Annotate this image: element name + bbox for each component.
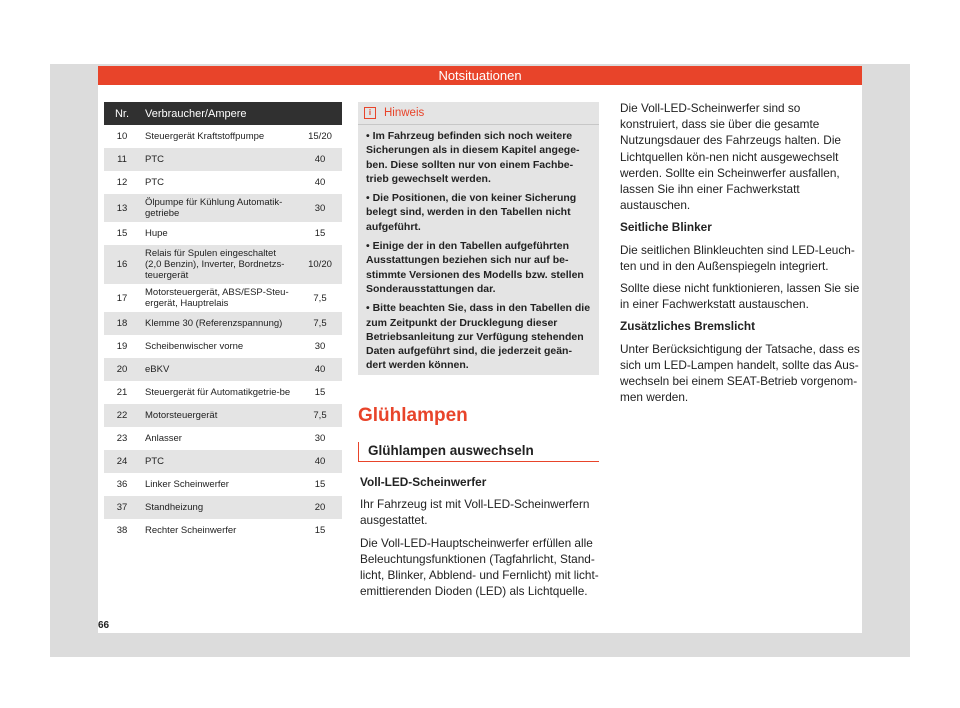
hint-item: • Bitte beachten Sie, dass in den Tabellen die zum Zeitpunkt der Drucklegung dieser Betriebsanleitung zur Verfügung stehenden Daten aufgeführt sind, die jederzeit geän-dert werden können. [366,302,591,372]
cell-ampere: 40 [314,177,326,188]
cell-nr: 37 [116,502,128,513]
hint-body [358,125,599,373]
table-row [104,194,342,222]
paragraph: Sollte diese nicht funktionieren, lassen Sie sie in einer Fachwerkstatt austauschen. [620,281,860,312]
subheading-brake-light: Zusätzliches Bremslicht [620,319,756,334]
cell-ampere: 30 [314,202,326,214]
table-row [104,284,342,312]
cell-nr: 21 [116,387,128,398]
table-row [104,148,342,171]
cell-consumer: Relais für Spulen eingeschaltet (2,0 Benzin), Inverter, Bordnetzs-teuergerät [145,248,285,281]
cell-ampere: 20 [314,502,326,513]
hint-box [358,102,599,375]
cell-nr: 22 [116,410,128,421]
cell-consumer: Hupe [145,228,168,239]
table-body [104,125,342,542]
page-number: 66 [98,620,110,631]
paragraph: Ihr Fahrzeug ist mit Voll-LED-Scheinwerfern ausgestattet. [360,497,590,528]
table-row [104,222,342,245]
paragraph: Die Voll-LED-Hauptscheinwerfer erfüllen alle Beleuchtungsfunktionen (Tagfahrlicht, Stand-licht, Blinker, Abblend- und Fernlicht) mit licht-emittierenden Dioden (LED) als Lichtquelle. [360,535,599,599]
table-row [104,335,342,358]
cell-nr: 16 [116,259,128,270]
table-row [104,245,342,284]
cell-nr: 13 [116,202,128,214]
cell-nr: 38 [116,525,128,536]
fuse-table [104,102,342,542]
cell-nr: 11 [117,154,127,165]
cell-ampere: 30 [314,433,326,444]
cell-consumer: eBKV [145,364,170,375]
table-row [104,473,342,496]
cell-consumer: PTC [145,456,164,467]
cell-ampere: 30 [314,341,326,352]
cell-consumer: Steuergerät Kraftstoffpumpe [145,131,265,142]
cell-nr: 24 [116,456,128,467]
hint-item: • Einige der in den Tabellen aufgeführten Ausstattungen beziehen sich nur auf be-stimmte Versionen des Modells bzw. stellen Sonderausstattungen dar. [366,240,584,295]
heading-accent-bar [358,442,359,461]
cell-consumer: PTC [145,177,164,188]
table-row [104,519,342,542]
subheading-led: Voll-LED-Scheinwerfer [360,475,487,489]
cell-consumer: Motorsteuergerät, ABS/ESP-Steu-ergerät, Hauptrelais [145,287,289,309]
cell-nr: 17 [116,292,128,304]
cell-ampere: 15 [314,228,326,239]
paragraph: Unter Berücksichtigung der Tatsache, dass es sich um LED-Lampen handelt, sollte das Aus-wechseln bei einem SEAT-Betrieb vorgenom-men werden. [620,341,860,405]
cell-consumer: Linker Scheinwerfer [145,479,229,490]
table-row [104,125,342,148]
cell-ampere: 15 [314,479,326,490]
cell-ampere: 15 [314,525,326,536]
header-consumer: Verbraucher/Ampere [145,107,247,120]
cell-nr: 20 [116,364,128,375]
middle-column-text [360,474,603,605]
cell-nr: 36 [116,479,128,490]
cell-nr: 19 [116,341,128,352]
cell-consumer: Klemme 30 (Referenzspannung) [145,318,283,329]
table-row [104,358,342,381]
table-row [104,450,342,473]
cell-consumer: Rechter Scheinwerfer [145,525,237,536]
cell-nr: 10 [116,131,128,142]
cell-nr: 12 [116,177,128,188]
cell-ampere: 40 [314,364,326,375]
cell-ampere: 40 [314,154,326,165]
hint-item: • Die Positionen, die von keiner Sicherung belegt sind, werden in den Tabellen nicht aufgeführt. [366,192,577,233]
cell-ampere: 7,5 [313,292,327,304]
cell-consumer: Ölpumpe für Kühlung Automatik-getriebe [145,197,283,219]
table-row [104,496,342,519]
cell-ampere: 7,5 [313,318,327,329]
cell-ampere: 15 [314,387,326,398]
cell-consumer: PTC [145,154,164,165]
cell-nr: 23 [116,433,128,444]
cell-consumer: Scheibenwischer vorne [145,341,244,352]
subsection-heading-text: Glühlampen auswechseln [368,443,534,458]
header-nr: Nr. [114,107,130,120]
hint-title: Hinweis [384,107,425,119]
cell-ampere: 15/20 [308,131,332,142]
hint-item: • Im Fahrzeug befinden sich noch weitere Sicherungen als in diesem Kapitel angege-ben. Diese sollten nur von einem Fachbe-trieb gewechselt werden. [366,130,580,185]
right-column-text [620,100,860,411]
table-row [104,171,342,194]
cell-nr: 18 [116,318,128,329]
section-banner: Notsituationen [98,66,862,85]
cell-consumer: Steuergerät für Automatikgetrie-be [145,387,291,398]
table-header [104,102,342,125]
cell-consumer: Anlasser [145,433,182,444]
cell-ampere: 40 [314,456,326,467]
paragraph: Die Voll-LED-Scheinwerfer sind so konstruiert, dass sie über die gesamte Nutzungsdauer des Fahrzeugs halten. Die Lichtquellen kön-nen nicht ausgewechselt werden. Sollte ein Scheinwerfer ausfallen, lassen Sie ihn einer Fachwerkstatt austauschen. [620,101,841,213]
cell-nr: 15 [116,228,128,239]
cell-consumer: Motorsteuergerät [145,410,218,421]
table-row [104,404,342,427]
cell-ampere: 10/20 [308,259,332,270]
section-heading: Glühlampen [358,405,468,426]
paragraph: Die seitlichen Blinkleuchten sind LED-Leuch-ten und in den Außenspiegeln integriert. [620,242,855,273]
cell-ampere: 7,5 [313,410,327,421]
subsection-heading [358,442,599,462]
subheading-side-indicators: Seitliche Blinker [620,220,712,235]
info-icon: i [364,107,376,119]
table-row [104,312,342,335]
cell-consumer: Standheizung [145,502,204,513]
table-row [104,381,342,404]
table-row [104,427,342,450]
hint-header [358,102,599,125]
